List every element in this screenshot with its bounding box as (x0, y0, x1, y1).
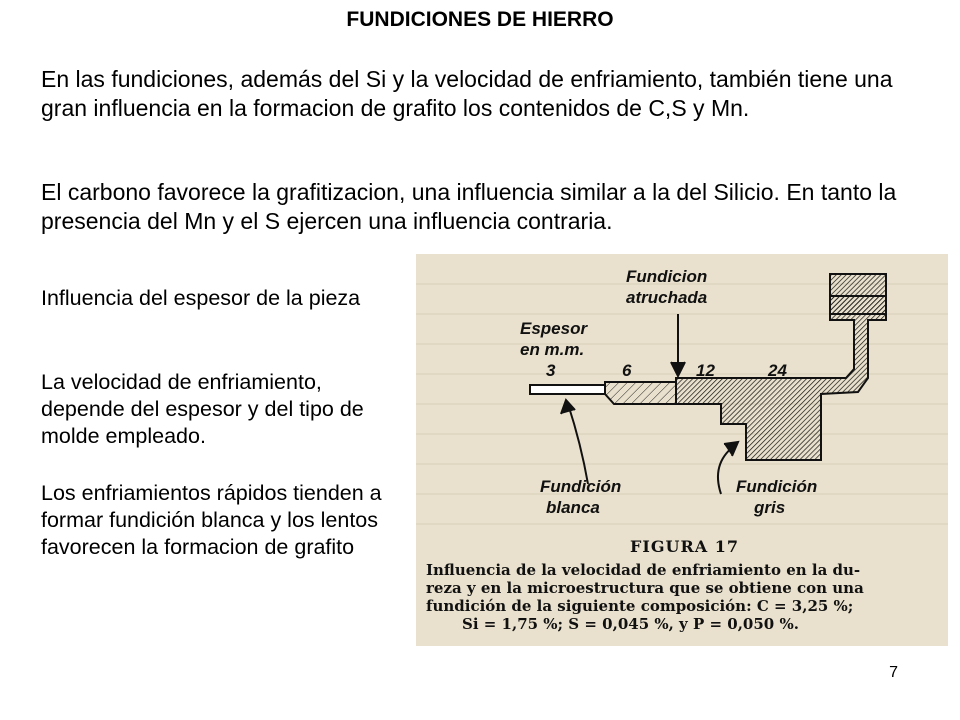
slide-title: FUNDICIONES DE HIERRO (346, 8, 614, 31)
label-atruchada-line1: Fundicion (626, 267, 708, 286)
figure-caption-line2: reza y en la microestructura que se obtiene con una (426, 579, 864, 597)
label-espesor-line2: en m.m. (520, 340, 585, 359)
thickness-12: 12 (696, 361, 715, 380)
figure-caption-line4: Si = 1,75 %; S = 0,045 %, y P = 0,050 %. (462, 615, 799, 633)
thickness-24: 24 (768, 361, 787, 380)
paragraph-cooling-rate: La velocidad de enfriamiento, depende del espesor y del tipo de molde empleado. (41, 370, 364, 448)
figure-caption-title: FIGURA 17 (630, 537, 740, 556)
casting-diagram (416, 254, 948, 646)
label-blanca-line2: blanca (546, 498, 600, 517)
paragraph-intro: En las fundiciones, además del Si y la velocidad de enfriamiento, también tiene una gran influencia en la formacion de grafito los contenidos de C,S y Mn. (41, 66, 893, 121)
label-blanca-line1: Fundición (540, 477, 622, 496)
thickness-3: 3 (546, 361, 556, 380)
label-gris-line1: Fundición (736, 477, 818, 496)
label-gris-line2: gris (754, 498, 786, 517)
thickness-6: 6 (622, 361, 632, 380)
paragraph-fast-cooling: Los enfriamientos rápidos tienden a formar fundición blanca y los lentos favorecen la formacion de grafito (41, 481, 382, 559)
label-espesor-line1: Espesor (520, 319, 588, 338)
subheading-thickness: Influencia del espesor de la pieza (41, 286, 361, 310)
figure-17 (416, 254, 948, 646)
page-number: 7 (889, 664, 898, 681)
paragraph-carbon: El carbono favorece la grafitizacion, una influencia similar a la del Silicio. En tanto la presencia del Mn y el S ejercen una influencia contraria. (41, 179, 897, 234)
figure-caption-line3: fundición de la siguiente composición: C = 3,25 %; (426, 597, 854, 615)
figure-caption-line1: Influencia de la velocidad de enfriamiento en la du- (426, 561, 861, 579)
label-atruchada-line2: atruchada (626, 288, 708, 307)
